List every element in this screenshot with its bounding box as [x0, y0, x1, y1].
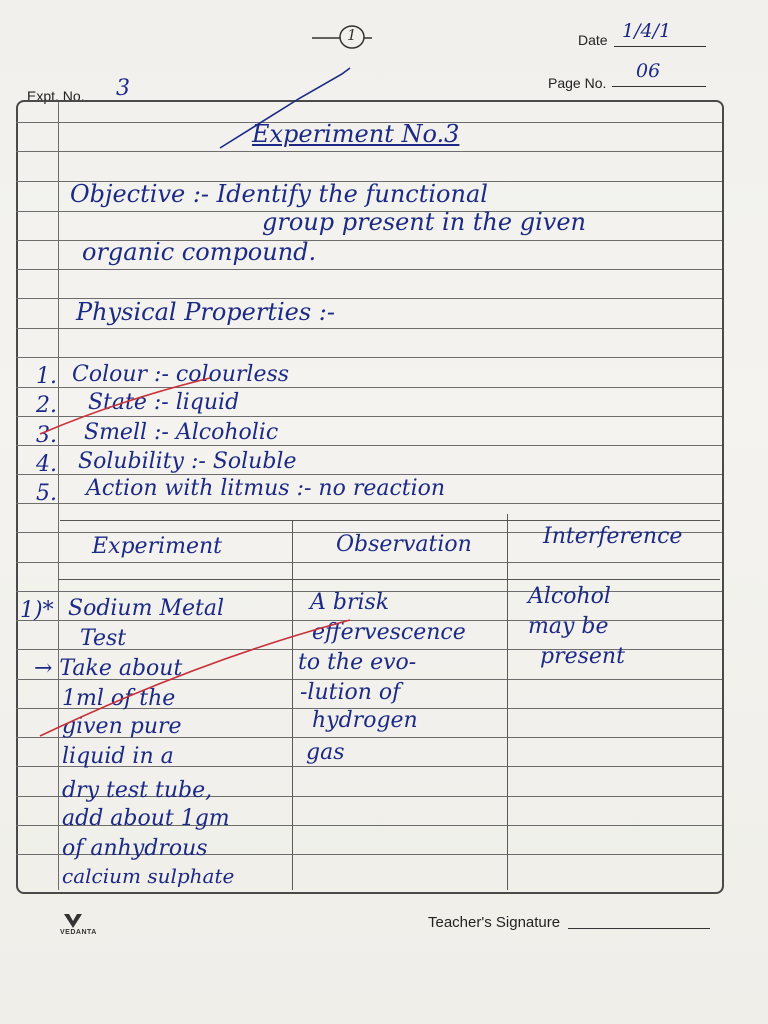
page-no-value: 06: [636, 60, 661, 82]
objective-line-3: organic compound.: [82, 238, 317, 266]
experiment-text-line: add about 1gm: [62, 806, 230, 831]
experiment-text-line: → Take about: [34, 656, 183, 681]
expt-no-value: 3: [116, 76, 130, 101]
experiment-text-line: calcium sulphate: [62, 864, 235, 888]
experiment-text-line: Sodium Metal: [68, 596, 224, 621]
vedanta-logo-icon: [62, 912, 84, 930]
property-item: Solubility :- Soluble: [78, 449, 297, 474]
pen-stroke-mark: [220, 68, 350, 148]
property-number: 2.: [36, 393, 57, 418]
property-item: State :- liquid: [88, 390, 240, 415]
experiment-title: Experiment No.3: [252, 120, 460, 148]
correction-tick-red: [40, 378, 210, 434]
interference-text-line: Alcohol: [528, 584, 611, 609]
property-item: Action with litmus :- no reaction: [86, 476, 446, 501]
interference-text-line: may be: [528, 614, 609, 639]
table-header-observation: Observation: [336, 532, 472, 557]
objective-line-1: Objective :- Identify the functional: [70, 180, 488, 208]
correction-tick-red: [40, 620, 350, 736]
date-label: Date: [578, 32, 608, 48]
property-item: Colour :- colourless: [72, 362, 290, 387]
table-header-interference: Interference: [543, 524, 683, 549]
teacher-signature-line: [568, 928, 710, 929]
observation-text-line: to the evo-: [298, 650, 417, 675]
expt-no-label: Expt. No.: [27, 88, 85, 104]
row-marker: 1)*: [20, 598, 54, 623]
experiment-text-line: liquid in a: [62, 744, 174, 769]
property-number: 1.: [36, 364, 57, 389]
experiment-text-line: given pure: [62, 714, 182, 739]
observation-text-line: hydrogen: [312, 708, 418, 733]
page-no-label: Page No.: [548, 75, 607, 91]
experiment-text-line: dry test tube,: [62, 778, 213, 803]
observation-text-line: effervescence: [312, 620, 466, 645]
property-number: 4.: [36, 452, 57, 477]
page-number-value: 1: [347, 26, 357, 44]
teacher-signature-label: Teacher's Signature: [428, 914, 561, 931]
experiment-text-line: 1ml of the: [62, 686, 176, 711]
observation-text-line: -lution of: [300, 680, 401, 705]
physical-properties-heading: Physical Properties :-: [76, 298, 335, 326]
brand-name: VEDANTA: [60, 929, 97, 936]
objective-line-2: group present in the given: [262, 208, 586, 236]
observation-text-line: gas: [306, 740, 345, 765]
property-number: 3.: [36, 423, 57, 448]
interference-text-line: present: [540, 644, 625, 669]
experiment-text-line: Test: [80, 626, 127, 651]
property-number: 5.: [36, 481, 57, 506]
date-value: 1/4/1: [622, 20, 672, 42]
observation-text-line: A brisk: [310, 590, 390, 615]
experiment-text-line: of anhydrous: [62, 836, 208, 861]
property-item: Smell :- Alcoholic: [84, 420, 279, 445]
table-header-experiment: Experiment: [92, 534, 223, 559]
